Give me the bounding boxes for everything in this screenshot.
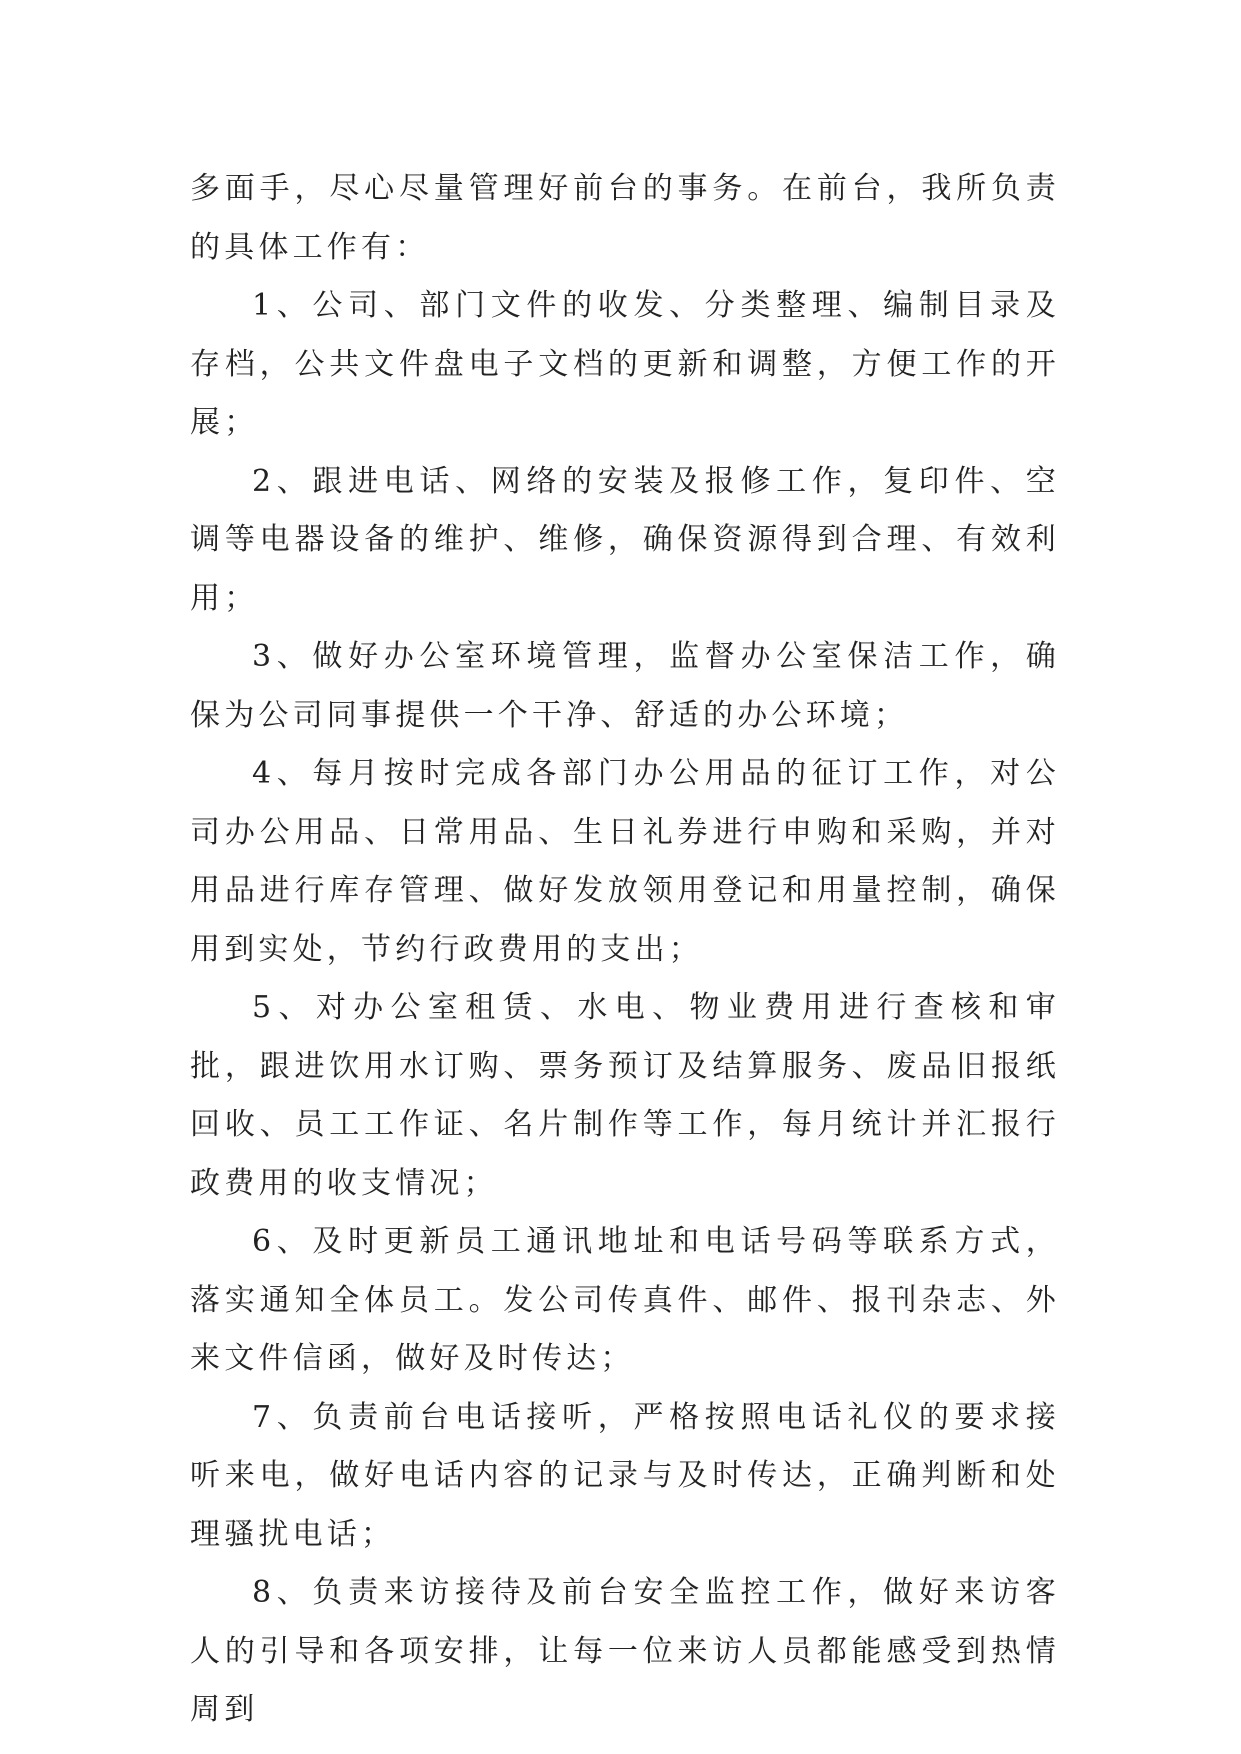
paragraph-item-1: 1、公司、部门文件的收发、分类整理、编制目录及存档，公共文件盘电子文档的更新和调整，方便工作的开展； xyxy=(190,288,1060,440)
paragraph-item-6: 6、及时更新员工通讯地址和电话号码等联系方式，落实通知全体员工。发公司传真件、邮件、报刊杂志、外来文件信函，做好及时传达； xyxy=(190,1224,1060,1376)
paragraph-item-8: 8、负责来访接待及前台安全监控工作，做好来访客人的引导和各项安排，让每一位来访人员都能感受到热情周到 xyxy=(190,1575,1060,1727)
paragraph-intro: 多面手，尽心尽量管理好前台的事务。在前台，我所负责的具体工作有： xyxy=(190,171,1060,265)
paragraph-item-4: 4、每月按时完成各部门办公用品的征订工作，对公司办公用品、日常用品、生日礼券进行申购和采购，并对用品进行库存管理、做好发放领用登记和用量控制，确保用到实处，节约行政费用的支出； xyxy=(190,756,1060,967)
paragraph-item-3: 3、做好办公室环境管理，监督办公室保洁工作，确保为公司同事提供一个干净、舒适的办公环境； xyxy=(190,639,1060,733)
paragraph-item-2: 2、跟进电话、网络的安装及报修工作，复印件、空调等电器设备的维护、维修，确保资源得到合理、有效利用； xyxy=(190,463,1060,616)
paragraph-item-5: 5、对办公室租赁、水电、物业费用进行查核和审批，跟进饮用水订购、票务预订及结算服务、废品旧报纸回收、员工工作证、名片制作等工作，每月统计并汇报行政费用的收支情况； xyxy=(190,990,1060,1201)
document-page xyxy=(190,160,1060,1740)
paragraph-item-7: 7、负责前台电话接听，严格按照电话礼仪的要求接听来电，做好电话内容的记录与及时传达，正确判断和处理骚扰电话； xyxy=(190,1399,1060,1552)
